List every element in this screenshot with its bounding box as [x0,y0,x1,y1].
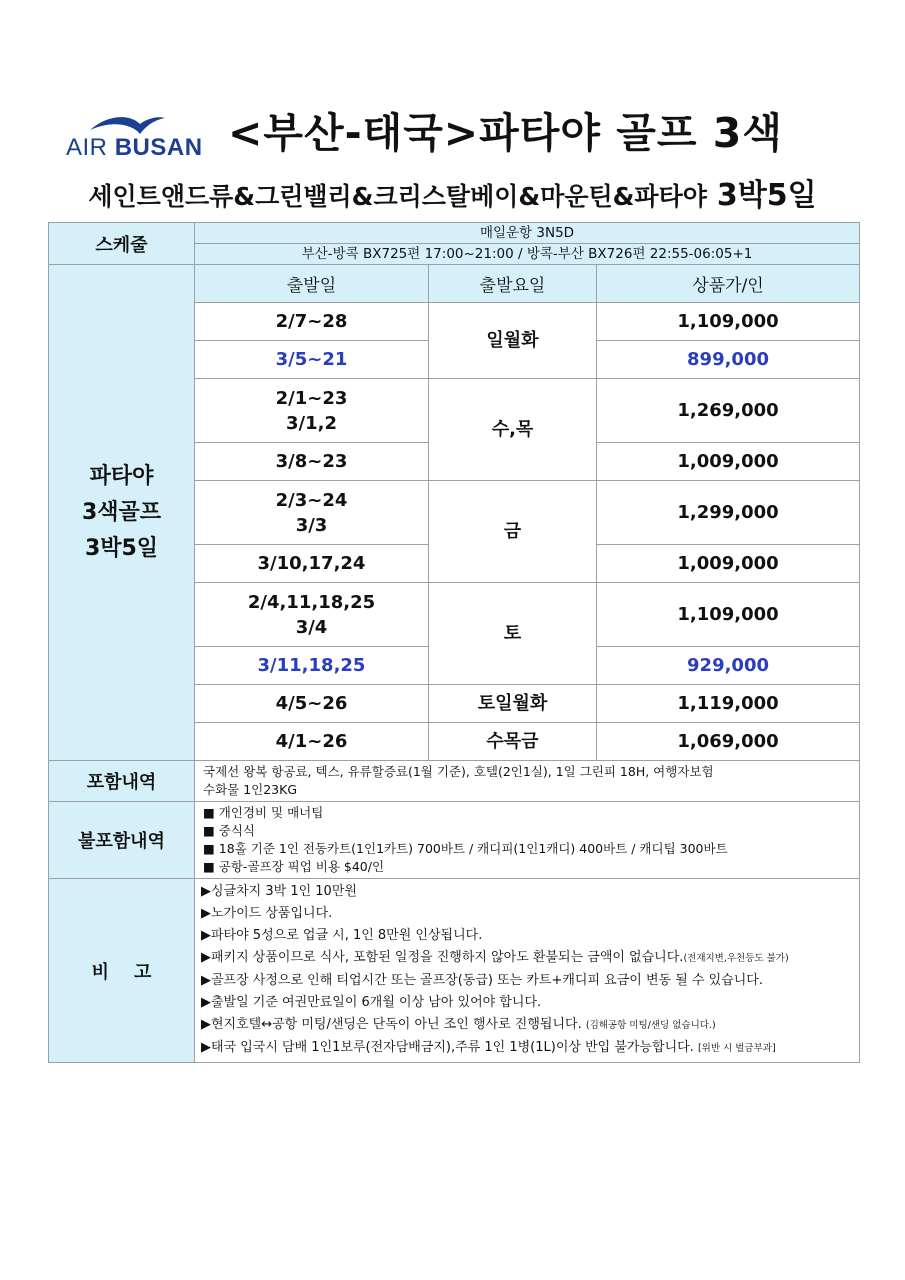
price: 1,009,000 [597,443,860,481]
included-label: 포함내역 [49,761,195,802]
page-title: <부산-태국>파타야 골프 3색 [228,109,783,157]
price: 1,109,000 [597,583,860,647]
schedule-line-2: 부산-방콕 BX725편 17:00~21:00 / 방콕-부산 BX726편 22:55-06:05+1 [195,244,860,265]
column-header-day: 출발요일 [429,265,597,303]
departure-date: 2/1~23 3/1,2 [195,379,429,443]
list-item: ■ 공항-골프장 픽업 비용 $40/인 [203,859,385,874]
column-header-date: 출발일 [195,265,429,303]
schedule-label: 스케줄 [49,223,195,265]
notes-label: 비 고 [49,879,195,1063]
departure-date: 3/10,17,24 [195,545,429,583]
notes-details [195,879,860,1063]
list-item: ▶출발일 기준 여권만료일이 6개월 이상 남아 있어야 합니다. [201,995,542,1010]
column-header-price: 상품가/인 [597,265,860,303]
price: 1,109,000 [597,303,860,341]
list-item: ▶골프장 사정으로 인해 티업시간 또는 골프장(동급) 또는 카트+캐디피 요금이 변동 될 수 있습니다. [201,973,763,988]
departure-date: 3/11,18,25 [195,647,429,685]
itinerary-table [48,222,860,1063]
list-item: ▶현지호텔↔공항 미팅/샌딩은 단독이 아닌 조인 행사로 진행됩니다. (김해공항 미팅/샌딩 없습니다.) [201,1017,716,1032]
price: 1,269,000 [597,379,860,443]
list-item: ▶싱글차지 3박 1인 10만원 [201,884,357,899]
page-subtitle: 세인트앤드류&그린밸리&크리스탈베이&마운틴&파타야 3박5일 [88,178,817,213]
product-label: 파타야 3색골프 3박5일 [49,265,195,761]
departure-date: 2/3~24 3/3 [195,481,429,545]
price: 1,069,000 [597,723,860,761]
included-details: 국제선 왕복 항공료, 텍스, 유류할증료(1월 기준), 호텔(2인1실), 1일 그린피 18H, 여행자보험 수화물 1인23KG [195,761,860,802]
logo-text: AIR BUSAN [66,134,203,161]
departure-days: 일월화 [429,303,597,379]
list-item: ▶패키지 상품이므로 식사, 포함된 일정을 진행하지 않아도 환불되는 금액이 없습니다.(전재지변,우천등도 불가) [201,950,789,965]
departure-date: 2/7~28 [195,303,429,341]
price: 1,119,000 [597,685,860,723]
schedule-line-1: 매일운항 3N5D [195,223,860,244]
list-item: ▶태국 입국시 담배 1인1보루(전자담배금지),주류 1인 1병(1L)이상 반입 불가능합니다. [위반 시 벌금부과] [201,1040,776,1055]
list-item: ■ 18홀 기준 1인 전동카트(1인1카트) 700바트 / 캐디피(1인1캐디) 400바트 / 캐디팁 300바트 [203,841,728,856]
excluded-label: 불포함내역 [49,802,195,879]
excluded-details [195,802,860,879]
departure-date: 3/8~23 [195,443,429,481]
list-item: ■ 개인경비 및 매너팁 [203,805,324,820]
price: 1,299,000 [597,481,860,545]
departure-date: 3/5~21 [195,341,429,379]
departure-days: 토 [429,583,597,685]
air-busan-logo [62,112,203,164]
departure-days: 금 [429,481,597,583]
price: 899,000 [597,341,860,379]
list-item: ■ 중식식 [203,823,256,838]
departure-days: 수,목 [429,379,597,481]
price: 929,000 [597,647,860,685]
departure-days: 수목금 [429,723,597,761]
list-item: ▶노가이드 상품입니다. [201,906,333,921]
departure-days: 토일월화 [429,685,597,723]
list-item: ▶파타야 5성으로 업글 시, 1인 8만원 인상됩니다. [201,928,483,943]
price: 1,009,000 [597,545,860,583]
departure-date: 2/4,11,18,25 3/4 [195,583,429,647]
departure-date: 4/1~26 [195,723,429,761]
departure-date: 4/5~26 [195,685,429,723]
